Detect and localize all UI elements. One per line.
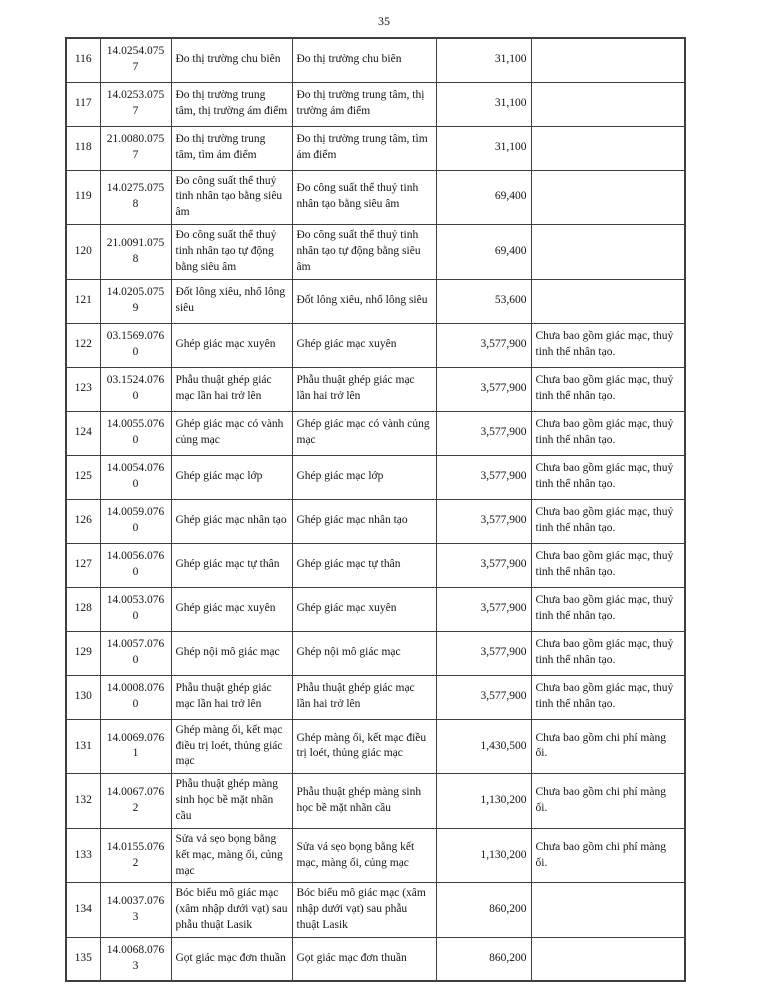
cell-service-code: 14.0068.0763 bbox=[100, 937, 171, 981]
table-row bbox=[66, 499, 685, 543]
cell-service-code: 14.0054.0760 bbox=[100, 455, 171, 499]
cell-row-number: 123 bbox=[66, 367, 100, 411]
cell-note: Chưa bao gồm chi phí màng ối. bbox=[531, 828, 685, 883]
cell-service-name: Phẫu thuật ghép giác mạc lần hai trở lên bbox=[171, 367, 292, 411]
cell-note: Chưa bao gồm giác mạc, thuỷ tinh thể nhân tạo. bbox=[531, 411, 685, 455]
page-number: 35 bbox=[378, 14, 390, 28]
table-row bbox=[66, 937, 685, 981]
cell-service-code: 03.1569.0760 bbox=[100, 323, 171, 367]
cell-service-code: 14.0069.0761 bbox=[100, 719, 171, 774]
table-row bbox=[66, 323, 685, 367]
cell-row-number: 125 bbox=[66, 455, 100, 499]
cell-equivalent-name: Đo công suất thể thuỷ tinh nhân tạo tự động bằng siêu âm bbox=[292, 225, 436, 280]
cell-price: 3,577,900 bbox=[436, 543, 531, 587]
cell-service-name: Ghép giác mạc có vành củng mạc bbox=[171, 411, 292, 455]
cell-equivalent-name: Ghép giác mạc xuyên bbox=[292, 587, 436, 631]
cell-row-number: 118 bbox=[66, 126, 100, 170]
cell-row-number: 131 bbox=[66, 719, 100, 774]
cell-service-name: Gọt giác mạc đơn thuần bbox=[171, 937, 292, 981]
cell-row-number: 124 bbox=[66, 411, 100, 455]
cell-equivalent-name: Đốt lông xiêu, nhổ lông siêu bbox=[292, 279, 436, 323]
cell-service-name: Phẫu thuật ghép màng sinh học bề mặt nhãn cầu bbox=[171, 774, 292, 829]
table-row bbox=[66, 38, 685, 82]
cell-service-code: 14.0275.0758 bbox=[100, 170, 171, 225]
service-price-table bbox=[65, 37, 686, 982]
cell-service-name: Đo thị trường chu biên bbox=[171, 38, 292, 82]
cell-note: Chưa bao gồm chi phí màng ối. bbox=[531, 774, 685, 829]
cell-price: 860,200 bbox=[436, 883, 531, 938]
cell-note bbox=[531, 883, 685, 938]
cell-service-code: 14.0053.0760 bbox=[100, 587, 171, 631]
cell-service-code: 14.0205.0759 bbox=[100, 279, 171, 323]
cell-service-name: Đo thị trường trung tâm, tìm ám điểm bbox=[171, 126, 292, 170]
cell-price: 3,577,900 bbox=[436, 587, 531, 631]
cell-row-number: 120 bbox=[66, 225, 100, 280]
cell-service-code: 14.0055.0760 bbox=[100, 411, 171, 455]
cell-equivalent-name: Gọt giác mạc đơn thuần bbox=[292, 937, 436, 981]
cell-service-name: Sửa vá sẹo bọng bằng kết mạc, màng ối, củng mạc bbox=[171, 828, 292, 883]
cell-row-number: 126 bbox=[66, 499, 100, 543]
cell-note bbox=[531, 937, 685, 981]
cell-service-code: 21.0080.0757 bbox=[100, 126, 171, 170]
cell-row-number: 116 bbox=[66, 38, 100, 82]
cell-service-code: 14.0037.0763 bbox=[100, 883, 171, 938]
cell-equivalent-name: Phẫu thuật ghép giác mạc lần hai trở lên bbox=[292, 675, 436, 719]
cell-row-number: 128 bbox=[66, 587, 100, 631]
cell-price: 3,577,900 bbox=[436, 367, 531, 411]
cell-equivalent-name: Phẫu thuật ghép màng sinh học bề mặt nhãn cầu bbox=[292, 774, 436, 829]
cell-note bbox=[531, 38, 685, 82]
cell-equivalent-name: Đo thị trường trung tâm, tìm ám điểm bbox=[292, 126, 436, 170]
table-row bbox=[66, 225, 685, 280]
table-row bbox=[66, 719, 685, 774]
cell-row-number: 133 bbox=[66, 828, 100, 883]
cell-service-name: Đốt lông xiêu, nhổ lông siêu bbox=[171, 279, 292, 323]
cell-service-name: Ghép giác mạc nhân tạo bbox=[171, 499, 292, 543]
cell-price: 1,130,200 bbox=[436, 828, 531, 883]
table-row bbox=[66, 279, 685, 323]
table-row bbox=[66, 170, 685, 225]
cell-equivalent-name: Ghép giác mạc xuyên bbox=[292, 323, 436, 367]
cell-row-number: 121 bbox=[66, 279, 100, 323]
cell-note: Chưa bao gồm giác mạc, thuỷ tinh thể nhân tạo. bbox=[531, 455, 685, 499]
cell-service-name: Đo công suất thể thuỷ tinh nhân tạo tự động bằng siêu âm bbox=[171, 225, 292, 280]
cell-price: 1,130,200 bbox=[436, 774, 531, 829]
cell-price: 3,577,900 bbox=[436, 455, 531, 499]
cell-service-code: 21.0091.0758 bbox=[100, 225, 171, 280]
cell-note bbox=[531, 279, 685, 323]
cell-equivalent-name: Đo công suất thể thuỷ tinh nhân tạo bằng siêu âm bbox=[292, 170, 436, 225]
cell-note bbox=[531, 170, 685, 225]
table-row bbox=[66, 543, 685, 587]
cell-equivalent-name: Đo thị trường chu biên bbox=[292, 38, 436, 82]
cell-service-name: Bóc biểu mô giác mạc (xâm nhập dưới vạt) sau phẫu thuật Lasik bbox=[171, 883, 292, 938]
cell-service-code: 14.0057.0760 bbox=[100, 631, 171, 675]
cell-price: 3,577,900 bbox=[436, 323, 531, 367]
cell-note: Chưa bao gồm giác mạc, thuỷ tinh thể nhân tạo. bbox=[531, 367, 685, 411]
cell-price: 3,577,900 bbox=[436, 631, 531, 675]
cell-note bbox=[531, 126, 685, 170]
cell-note: Chưa bao gồm giác mạc, thuỷ tinh thể nhân tạo. bbox=[531, 587, 685, 631]
cell-service-name: Phẫu thuật ghép giác mạc lần hai trở lên bbox=[171, 675, 292, 719]
cell-row-number: 134 bbox=[66, 883, 100, 938]
cell-price: 860,200 bbox=[436, 937, 531, 981]
cell-price: 69,400 bbox=[436, 225, 531, 280]
cell-price: 31,100 bbox=[436, 38, 531, 82]
cell-service-code: 14.0254.0757 bbox=[100, 38, 171, 82]
table-body bbox=[66, 38, 685, 981]
cell-price: 69,400 bbox=[436, 170, 531, 225]
table-row bbox=[66, 367, 685, 411]
cell-equivalent-name: Ghép giác mạc có vành củng mạc bbox=[292, 411, 436, 455]
cell-note: Chưa bao gồm giác mạc, thuỷ tinh thể nhân tạo. bbox=[531, 631, 685, 675]
table-row bbox=[66, 883, 685, 938]
cell-service-name: Ghép nội mô giác mạc bbox=[171, 631, 292, 675]
cell-note: Chưa bao gồm giác mạc, thuỷ tinh thể nhân tạo. bbox=[531, 675, 685, 719]
cell-service-code: 03.1524.0760 bbox=[100, 367, 171, 411]
table-row bbox=[66, 631, 685, 675]
cell-row-number: 129 bbox=[66, 631, 100, 675]
cell-note: Chưa bao gồm giác mạc, thuỷ tinh thể nhân tạo. bbox=[531, 543, 685, 587]
cell-note bbox=[531, 225, 685, 280]
cell-service-name: Ghép giác mạc lớp bbox=[171, 455, 292, 499]
table-row bbox=[66, 455, 685, 499]
cell-service-name: Đo công suất thể thuỷ tinh nhân tạo bằng siêu âm bbox=[171, 170, 292, 225]
table-row bbox=[66, 774, 685, 829]
cell-note: Chưa bao gồm giác mạc, thuỷ tinh thể nhân tạo. bbox=[531, 499, 685, 543]
cell-service-name: Ghép giác mạc tự thân bbox=[171, 543, 292, 587]
cell-row-number: 127 bbox=[66, 543, 100, 587]
cell-price: 3,577,900 bbox=[436, 675, 531, 719]
table-row bbox=[66, 411, 685, 455]
cell-equivalent-name: Ghép màng ối, kết mạc điều trị loét, thủng giác mạc bbox=[292, 719, 436, 774]
cell-service-name: Ghép giác mạc xuyên bbox=[171, 587, 292, 631]
cell-price: 1,430,500 bbox=[436, 719, 531, 774]
cell-row-number: 117 bbox=[66, 82, 100, 126]
cell-service-name: Ghép màng ối, kết mạc điều trị loét, thủng giác mạc bbox=[171, 719, 292, 774]
cell-row-number: 122 bbox=[66, 323, 100, 367]
cell-equivalent-name: Phẫu thuật ghép giác mạc lần hai trở lên bbox=[292, 367, 436, 411]
cell-equivalent-name: Ghép nội mô giác mạc bbox=[292, 631, 436, 675]
table-row bbox=[66, 587, 685, 631]
cell-row-number: 130 bbox=[66, 675, 100, 719]
cell-equivalent-name: Bóc biểu mô giác mạc (xâm nhập dưới vạt) sau phẫu thuật Lasik bbox=[292, 883, 436, 938]
cell-equivalent-name: Đo thị trường trung tâm, thị trường ám điểm bbox=[292, 82, 436, 126]
cell-equivalent-name: Ghép giác mạc tự thân bbox=[292, 543, 436, 587]
cell-note bbox=[531, 82, 685, 126]
cell-service-code: 14.0059.0760 bbox=[100, 499, 171, 543]
cell-row-number: 132 bbox=[66, 774, 100, 829]
cell-note: Chưa bao gồm chi phí màng ối. bbox=[531, 719, 685, 774]
cell-service-code: 14.0008.0760 bbox=[100, 675, 171, 719]
table-row bbox=[66, 828, 685, 883]
table-row bbox=[66, 675, 685, 719]
cell-price: 3,577,900 bbox=[436, 499, 531, 543]
cell-service-code: 14.0056.0760 bbox=[100, 543, 171, 587]
cell-service-code: 14.0067.0762 bbox=[100, 774, 171, 829]
cell-service-name: Ghép giác mạc xuyên bbox=[171, 323, 292, 367]
cell-service-name: Đo thị trường trung tâm, thị trường ám điểm bbox=[171, 82, 292, 126]
table-row bbox=[66, 82, 685, 126]
cell-row-number: 119 bbox=[66, 170, 100, 225]
cell-price: 53,600 bbox=[436, 279, 531, 323]
cell-equivalent-name: Ghép giác mạc nhân tạo bbox=[292, 499, 436, 543]
cell-price: 31,100 bbox=[436, 126, 531, 170]
cell-service-code: 14.0155.0762 bbox=[100, 828, 171, 883]
cell-note: Chưa bao gồm giác mạc, thuỷ tinh thể nhân tạo. bbox=[531, 323, 685, 367]
cell-equivalent-name: Sửa vá sẹo bọng bằng kết mạc, màng ối, củng mạc bbox=[292, 828, 436, 883]
cell-service-code: 14.0253.0757 bbox=[100, 82, 171, 126]
cell-price: 3,577,900 bbox=[436, 411, 531, 455]
cell-equivalent-name: Ghép giác mạc lớp bbox=[292, 455, 436, 499]
cell-price: 31,100 bbox=[436, 82, 531, 126]
cell-row-number: 135 bbox=[66, 937, 100, 981]
table-row bbox=[66, 126, 685, 170]
